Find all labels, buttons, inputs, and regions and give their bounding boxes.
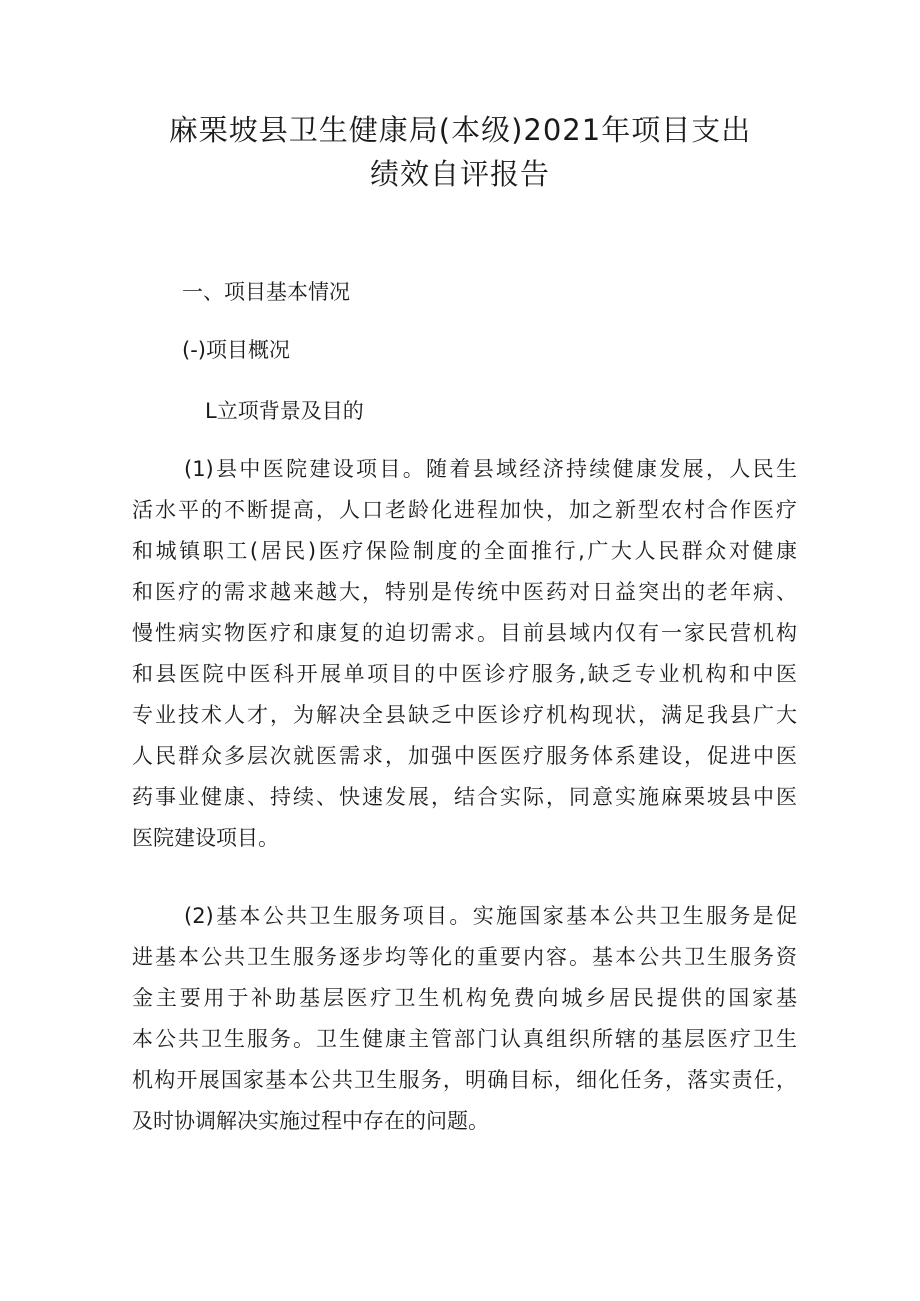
section-heading: 一、项目基本情况 <box>182 280 350 304</box>
item-heading: L立项背景及目的 <box>205 399 364 423</box>
subsection-heading: (-)项目概况 <box>182 338 290 362</box>
paragraph-line: 人民群众多层次就医需求，加强中医医疗服务体系建设，促进中医 <box>132 744 797 768</box>
paragraph-line: 金主要用于补助基层医疗卫生机构免费向城乡居民提供的国家基 <box>132 986 797 1010</box>
paragraph-county-tcm-hospital <box>132 449 797 859</box>
paragraph-line: 进基本公共卫生服务逐步均等化的重要内容。基本公共卫生服务资 <box>132 945 797 969</box>
paragraph-line: (1)县中医院建设项目。随着县域经济持续健康发展，人民生 <box>184 457 797 481</box>
paragraph-line: 和城镇职工(居民)医疗保险制度的全面推行,广大人民群众对健康 <box>132 539 797 563</box>
paragraph-line: 及时协调解决实施过程中存在的问题。 <box>132 1109 489 1133</box>
paragraph-line: 机构开展国家基本公共卫生服务，明确目标，细化任务，落实责任， <box>132 1068 797 1092</box>
report-title-line-2: 绩效自评报告 <box>369 157 550 191</box>
paragraph-line: 本公共卫生服务。卫生健康主管部门认真组织所辖的基层医疗卫生 <box>132 1027 797 1051</box>
paragraph-line: 慢性病实物医疗和康复的迫切需求。目前县域内仅有一家民营机构 <box>132 621 797 645</box>
paragraph-public-health-service <box>132 896 797 1142</box>
paragraph-line: 和县医院中医科开展单项目的中医诊疗服务,缺乏专业机构和中医 <box>132 662 797 686</box>
paragraph-line: 专业技术人才，为解决全县缺乏中医诊疗机构现状，满足我县广大 <box>132 703 797 727</box>
paragraph-line: (2)基本公共卫生服务项目。实施国家基本公共卫生服务是促 <box>184 904 797 928</box>
paragraph-line: 医院建设项目。 <box>132 826 279 850</box>
paragraph-line: 活水平的不断提高，人口老龄化进程加快，加之新型农村合作医疗 <box>132 498 797 522</box>
paragraph-line: 药事业健康、持续、快速发展，结合实际，同意实施麻栗坡县中医 <box>132 785 797 809</box>
report-title-line-1: 麻栗坡县卫生健康局(本级)2021年项目支出 <box>168 113 752 147</box>
paragraph-line: 和医疗的需求越来越大，特别是传统中医药对日益突出的老年病、 <box>132 580 797 604</box>
